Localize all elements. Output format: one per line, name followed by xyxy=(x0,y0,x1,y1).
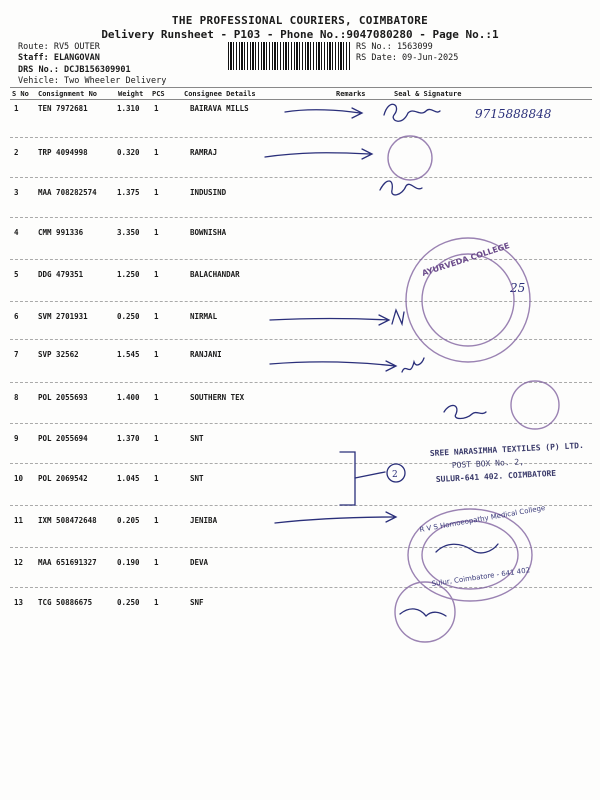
cell-consignee: RANJANI xyxy=(190,350,222,359)
cell-pcs: 1 xyxy=(154,148,159,157)
cell-cons: SVP 32562 xyxy=(38,350,79,359)
cell-pcs: 1 xyxy=(154,312,159,321)
cell-sno: 8 xyxy=(14,393,19,402)
cell-cons: TCG 50886675 xyxy=(38,598,93,607)
circled-number: 2 xyxy=(392,470,398,480)
cell-weight: 1.310 xyxy=(117,104,140,113)
stamp-rvs-line2: Sulur, Coimbatore - 641 402 xyxy=(431,566,531,588)
cell-cons: POL 2055694 xyxy=(38,434,88,443)
cell-cons: TEN 7972681 xyxy=(38,104,88,113)
cell-weight: 0.250 xyxy=(117,312,140,321)
cell-pcs: 1 xyxy=(154,393,159,402)
stamp-sree-line1: SREE NARASIMHA TEXTILES (P) LTD. xyxy=(429,440,585,458)
cell-consignee: BALACHANDAR xyxy=(190,270,240,279)
cell-consignee: NIRMAL xyxy=(190,312,218,321)
cell-weight: 1.250 xyxy=(117,270,140,279)
cell-sno: 5 xyxy=(14,270,19,279)
date-handwriting: 25 xyxy=(510,281,526,295)
stamp-sree-line3: SULUR-641 402. COIMBATORE xyxy=(435,468,557,484)
signature-row-6 xyxy=(392,310,404,324)
staff-label: Staff: ELANGOVAN xyxy=(18,53,100,63)
cell-consignee: SNT xyxy=(190,434,204,443)
col-header-pcs: PCS xyxy=(152,90,165,98)
cell-sno: 9 xyxy=(14,434,19,443)
drs-number: DRS No.: DCJB156309901 xyxy=(18,65,131,75)
arrow-row-6 xyxy=(270,319,388,321)
signature-row-12 xyxy=(436,544,498,553)
cell-pcs: 1 xyxy=(154,228,159,237)
cell-consignee: SNF xyxy=(190,598,204,607)
bracket-rows-9-10 xyxy=(340,452,355,505)
cell-weight: 1.375 xyxy=(117,188,140,197)
stamp-ayurveda-text: AYURVEDA COLLEGE xyxy=(420,241,511,278)
cell-cons: MAA 708282574 xyxy=(38,188,97,197)
col-header-consignment: Consignment No xyxy=(38,90,98,98)
col-header-seal: Seal & Signature xyxy=(394,90,462,98)
cell-pcs: 1 xyxy=(154,474,159,483)
signature-row-13 xyxy=(400,609,446,616)
cell-pcs: 1 xyxy=(154,434,159,443)
cell-consignee: BOWNISHA xyxy=(190,228,227,237)
stamp-rvs-line1: R V S Homoeopathy Medical College xyxy=(418,503,546,534)
cell-weight: 1.545 xyxy=(117,350,140,359)
cell-sno: 11 xyxy=(14,516,24,525)
cell-cons: MAA 651691327 xyxy=(38,558,97,567)
cell-weight: 1.370 xyxy=(117,434,140,443)
runsheet-title: Delivery Runsheet - P103 - Phone No.:9047080280 - Page No.:1 xyxy=(101,28,499,41)
signature-row-8 xyxy=(444,405,486,418)
arrow-row-11 xyxy=(275,517,395,523)
cell-cons: DDG 479351 xyxy=(38,270,84,279)
cell-consignee: BAIRAVA MILLS xyxy=(190,104,249,113)
cell-pcs: 1 xyxy=(154,270,159,279)
cell-pcs: 1 xyxy=(154,558,159,567)
vehicle-label: Vehicle: Two Wheeler Delivery xyxy=(18,76,167,86)
cell-cons: CMM 991336 xyxy=(38,228,84,237)
cell-sno: 6 xyxy=(14,312,19,321)
route-label: Route: RV5 OUTER xyxy=(18,42,100,52)
cell-pcs: 1 xyxy=(154,350,159,359)
cell-weight: 0.320 xyxy=(117,148,140,157)
cell-sno: 4 xyxy=(14,228,19,237)
bracket-arrow xyxy=(355,472,385,478)
phone-handwriting: 9715888848 xyxy=(475,107,552,121)
arrow-row-2 xyxy=(265,153,370,157)
cell-consignee: DEVA xyxy=(190,558,209,567)
cell-weight: 3.350 xyxy=(117,228,140,237)
cell-sno: 3 xyxy=(14,188,19,197)
cell-consignee: RAMRAJ xyxy=(190,148,218,157)
cell-cons: TRP 4094998 xyxy=(38,148,88,157)
arrow-row-7 xyxy=(270,362,395,366)
cell-weight: 1.045 xyxy=(117,474,140,483)
col-header-weight: Weight xyxy=(118,90,144,98)
cell-weight: 0.205 xyxy=(117,516,140,525)
cell-sno: 12 xyxy=(14,558,24,567)
cell-consignee: INDUSIND xyxy=(190,188,227,197)
cell-weight: 0.250 xyxy=(117,598,140,607)
cell-pcs: 1 xyxy=(154,104,159,113)
stamp-row-2 xyxy=(388,136,432,180)
cell-weight: 0.190 xyxy=(117,558,140,567)
arrow-row-1 xyxy=(285,110,360,113)
signature-row-3 xyxy=(380,181,422,195)
cell-consignee: SOUTHERN TEX xyxy=(190,393,245,402)
signature-row-1 xyxy=(384,104,440,121)
col-header-consignee: Consignee Details xyxy=(184,90,256,98)
cell-sno: 1 xyxy=(14,104,19,113)
col-header-sno: S No xyxy=(12,90,29,98)
stamp-sree-line2: POST BOX No. 2, xyxy=(451,457,525,470)
cell-cons: SVM 2701931 xyxy=(38,312,88,321)
cell-consignee: JENIBA xyxy=(190,516,218,525)
cell-pcs: 1 xyxy=(154,516,159,525)
cell-pcs: 1 xyxy=(154,188,159,197)
cell-sno: 7 xyxy=(14,350,19,359)
cell-cons: POL 2055693 xyxy=(38,393,88,402)
cell-sno: 13 xyxy=(14,598,24,607)
cell-weight: 1.400 xyxy=(117,393,140,402)
company-title: THE PROFESSIONAL COURIERS, COIMBATORE xyxy=(171,14,429,27)
cell-cons: IXM 508472648 xyxy=(38,516,97,525)
cell-cons: POL 2069542 xyxy=(38,474,88,483)
cell-sno: 2 xyxy=(14,148,19,157)
cell-sno: 10 xyxy=(14,474,24,483)
col-header-remarks: Remarks xyxy=(336,90,366,98)
cell-pcs: 1 xyxy=(154,598,159,607)
cell-consignee: SNT xyxy=(190,474,204,483)
rs-date: RS Date: 09-Jun-2025 xyxy=(356,53,459,63)
rs-number: RS No.: 1563099 xyxy=(356,42,433,52)
signature-row-7 xyxy=(402,358,424,372)
stamp-row-8 xyxy=(511,381,559,429)
